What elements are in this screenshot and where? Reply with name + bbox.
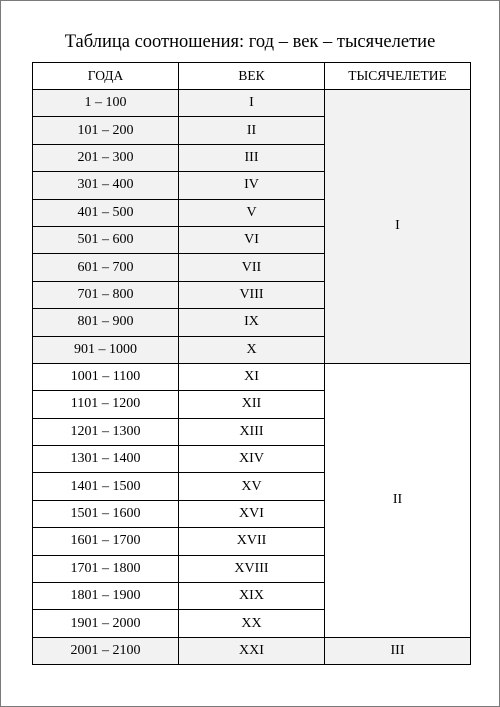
century-cell: IX (179, 309, 325, 336)
years-cell: 701 – 800 (33, 281, 179, 308)
century-cell: XV (179, 473, 325, 500)
table-row (33, 363, 471, 390)
century-cell: XXI (179, 637, 325, 664)
page-title: Таблица соотношения: год – век – тысячелетие (64, 32, 436, 52)
years-cell: 1201 – 1300 (33, 418, 179, 445)
century-cell: XVII (179, 528, 325, 555)
years-cell: 201 – 300 (33, 144, 179, 171)
millennium-cell: I (325, 90, 471, 364)
years-cell: 1401 – 1500 (33, 473, 179, 500)
century-cell: XII (179, 391, 325, 418)
century-cell: VIII (179, 281, 325, 308)
years-cell: 601 – 700 (33, 254, 179, 281)
years-cell: 1301 – 1400 (33, 446, 179, 473)
table-row (33, 90, 471, 117)
years-cell: 1 – 100 (33, 90, 179, 117)
century-cell: IV (179, 172, 325, 199)
century-cell: I (179, 90, 325, 117)
century-cell: XIX (179, 583, 325, 610)
century-cell: VI (179, 226, 325, 253)
years-cell: 801 – 900 (33, 309, 179, 336)
years-cell: 1501 – 1600 (33, 500, 179, 527)
years-cell: 901 – 1000 (33, 336, 179, 363)
years-cell: 501 – 600 (33, 226, 179, 253)
years-cell: 1701 – 1800 (33, 555, 179, 582)
years-cell: 301 – 400 (33, 172, 179, 199)
years-cell: 1801 – 1900 (33, 583, 179, 610)
century-cell: II (179, 117, 325, 144)
century-cell: XX (179, 610, 325, 637)
header-row (33, 63, 471, 90)
years-cell: 401 – 500 (33, 199, 179, 226)
century-cell: XVIII (179, 555, 325, 582)
millennium-cell: II (325, 363, 471, 637)
header-century: ВЕК (179, 63, 325, 90)
century-cell: V (179, 199, 325, 226)
century-cell: X (179, 336, 325, 363)
century-cell: VII (179, 254, 325, 281)
century-cell: XIII (179, 418, 325, 445)
years-cell: 2001 – 2100 (33, 637, 179, 664)
century-cell: XVI (179, 500, 325, 527)
millennium-cell: III (325, 637, 471, 664)
years-cell: 1601 – 1700 (33, 528, 179, 555)
century-cell: XI (179, 363, 325, 390)
years-cell: 1001 – 1100 (33, 363, 179, 390)
century-cell: XIV (179, 446, 325, 473)
years-cell: 1101 – 1200 (33, 391, 179, 418)
years-cell: 1901 – 2000 (33, 610, 179, 637)
header-years: ГОДА (33, 63, 179, 90)
header-millennium: ТЫСЯЧЕЛЕТИЕ (325, 63, 471, 90)
table-row (33, 637, 471, 664)
conversion-table (32, 62, 471, 665)
years-cell: 101 – 200 (33, 117, 179, 144)
century-cell: III (179, 144, 325, 171)
